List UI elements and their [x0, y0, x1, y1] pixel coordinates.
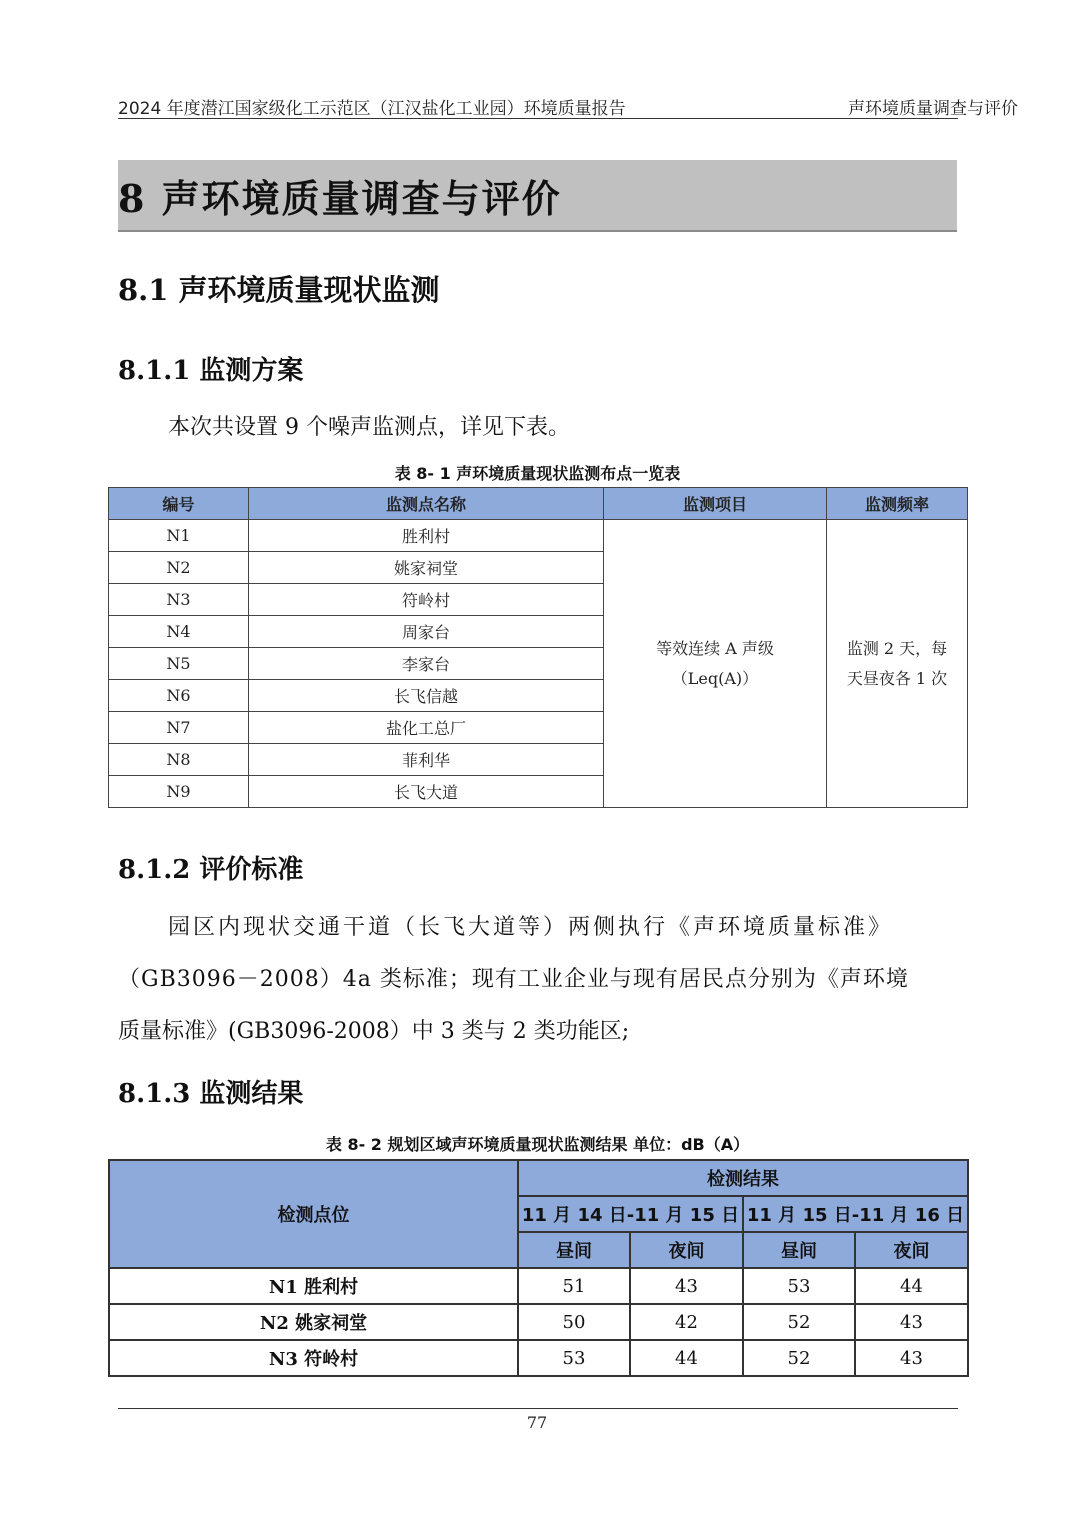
subsection-heading-8-1-1: 8.1.1 监测方案 [118, 356, 304, 386]
result-value: 42 [630, 1304, 743, 1340]
monitoring-item-line1: 等效连续 A 声级 [656, 638, 774, 658]
result-value: 43 [855, 1304, 968, 1340]
col-header-id: 编号 [109, 488, 249, 520]
col-header-night: 夜间 [855, 1232, 968, 1268]
col-header-period-1: 11 月 14 日-11 月 15 日 [518, 1196, 743, 1232]
col-header-night: 夜间 [630, 1232, 743, 1268]
point-id: N8 [109, 744, 249, 776]
result-value: 44 [630, 1340, 743, 1376]
section-heading-8-1: 8.1 声环境质量现状监测 [118, 273, 440, 307]
result-value: 51 [518, 1268, 630, 1304]
monitoring-item-cell [604, 520, 827, 808]
table-header-row [109, 1160, 968, 1196]
footer-rule [118, 1408, 958, 1409]
col-header-site: 检测点位 [109, 1160, 518, 1268]
standard-line-1: 园区内现状交通干道（长飞大道等）两侧执行《声环境质量标准》 [168, 915, 894, 940]
table-header-row [109, 488, 968, 520]
point-id: N9 [109, 776, 249, 808]
col-header-period-2: 11 月 15 日-11 月 16 日 [743, 1196, 968, 1232]
point-name: 姚家祠堂 [249, 552, 604, 584]
result-value: 53 [518, 1340, 630, 1376]
page-number: 77 [526, 1413, 548, 1432]
monitoring-frequency-line2: 天昼夜各 1 次 [846, 668, 948, 688]
result-value: 52 [743, 1340, 855, 1376]
table-row [109, 520, 968, 552]
table-monitoring-results [108, 1159, 969, 1377]
paragraph-evaluation-standard [118, 902, 958, 1058]
standard-line-3: 质量标准》(GB3096-2008）中 3 类与 2 类功能区; [118, 1019, 630, 1044]
result-value: 43 [855, 1340, 968, 1376]
col-header-day: 昼间 [518, 1232, 630, 1268]
col-header-day: 昼间 [743, 1232, 855, 1268]
result-value: 43 [630, 1268, 743, 1304]
result-site: N1 胜利村 [109, 1268, 518, 1304]
result-value: 52 [743, 1304, 855, 1340]
col-header-item: 监测项目 [604, 488, 827, 520]
running-header-section: 声环境质量调查与评价 [848, 99, 1018, 119]
point-name: 盐化工总厂 [249, 712, 604, 744]
standard-line-2: （GB3096－2008）4a 类标准；现有工业企业与现有居民点分别为《声环境 [118, 967, 909, 992]
point-name: 符岭村 [249, 584, 604, 616]
table-row [109, 1268, 968, 1304]
monitoring-frequency-line1: 监测 2 天，每 [846, 638, 948, 658]
paragraph-monitoring-plan: 本次共设置 9 个噪声监测点，详见下表。 [168, 415, 570, 440]
point-name: 胜利村 [249, 520, 604, 552]
table-8-2-caption: 表 8- 2 规划区域声环境质量现状监测结果 单位：dB（A） [325, 1135, 750, 1154]
running-header-title: 2024 年度潜江国家级化工示范区（江汉盐化工业园）环境质量报告 [118, 99, 626, 119]
point-id: N1 [109, 520, 249, 552]
chapter-title: 8 声环境质量调查与评价 [118, 176, 562, 221]
result-site: N3 符岭村 [109, 1340, 518, 1376]
table-monitoring-points [108, 487, 968, 808]
table-row [109, 1304, 968, 1340]
point-id: N2 [109, 552, 249, 584]
header-rule [118, 118, 958, 119]
result-value: 50 [518, 1304, 630, 1340]
point-name: 李家台 [249, 648, 604, 680]
monitoring-frequency-cell [827, 520, 968, 808]
subsection-heading-8-1-3: 8.1.3 监测结果 [118, 1079, 304, 1109]
point-name: 菲利华 [249, 744, 604, 776]
point-id: N6 [109, 680, 249, 712]
table-row [109, 1340, 968, 1376]
col-header-results: 检测结果 [518, 1160, 968, 1196]
point-name: 长飞信越 [249, 680, 604, 712]
point-id: N7 [109, 712, 249, 744]
point-id: N3 [109, 584, 249, 616]
col-header-name: 监测点名称 [249, 488, 604, 520]
point-id: N4 [109, 616, 249, 648]
subsection-heading-8-1-2: 8.1.2 评价标准 [118, 855, 304, 885]
point-name: 长飞大道 [249, 776, 604, 808]
point-id: N5 [109, 648, 249, 680]
result-site: N2 姚家祠堂 [109, 1304, 518, 1340]
col-header-frequency: 监测频率 [827, 488, 968, 520]
point-name: 周家台 [249, 616, 604, 648]
result-value: 53 [743, 1268, 855, 1304]
result-value: 44 [855, 1268, 968, 1304]
table-8-1-caption: 表 8- 1 声环境质量现状监测布点一览表 [394, 464, 681, 483]
monitoring-item-line2: （Leq(A)） [671, 668, 759, 688]
